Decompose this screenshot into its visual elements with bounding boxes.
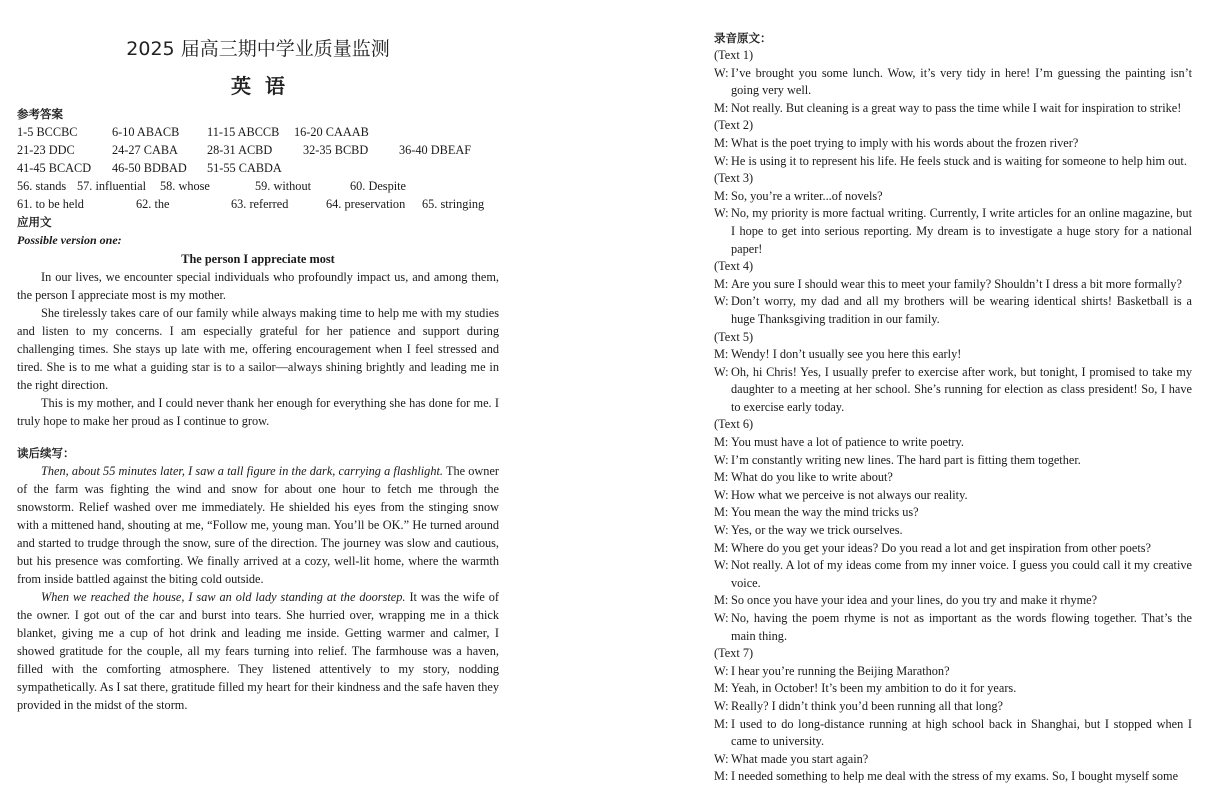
speaker-label: W: xyxy=(714,294,729,309)
transcript-utterance xyxy=(714,522,1192,540)
utterance-text: I’ve brought you some lunch. Wow, it’s very tidy in here! I’m guessing the painting isn’t going very well. xyxy=(731,65,1192,98)
transcript-text-label: (Text 7) xyxy=(714,646,754,661)
continuation-paragraph xyxy=(17,462,499,588)
right-column xyxy=(714,29,1192,786)
transcript-utterance xyxy=(714,153,1192,171)
utterance-text: You must have a lot of patience to write poetry. xyxy=(731,435,964,450)
left-column xyxy=(17,105,499,714)
paragraph-lead-sentence: When we reached the house, I saw an old lady standing at the doorstep. xyxy=(41,590,406,604)
answers-heading: 参考答案 xyxy=(17,107,63,121)
essay-title: The person I appreciate most xyxy=(181,252,335,266)
speaker-label: W: xyxy=(714,611,729,625)
utterance-text: How what we perceive is not always our reality. xyxy=(731,487,968,502)
speaker-label: W: xyxy=(714,523,729,538)
utterance-text: Don’t worry, my dad and all my brothers will be wearing identical shirts! Basketball is a huge Thanksgiving tradition in our family. xyxy=(731,294,1192,326)
speaker-label: M: xyxy=(714,470,729,485)
transcript-utterance xyxy=(714,540,1192,558)
transcript-utterance xyxy=(714,434,1192,452)
answer-item: 62. the xyxy=(136,197,170,211)
answer-row xyxy=(17,195,499,213)
speaker-label: W: xyxy=(714,698,729,713)
answer-item: 58. whose xyxy=(160,179,210,193)
speaker-label: M: xyxy=(714,100,729,115)
speaker-label: M: xyxy=(714,347,729,362)
answer-item: 16-20 CAAAB xyxy=(294,125,369,139)
utterance-text: So once you have your idea and your lines, do you try and make it rhyme? xyxy=(731,593,1098,608)
speaker-label: M: xyxy=(714,435,729,450)
transcript-utterance xyxy=(714,65,1192,100)
utterance-text: I used to do long-distance running at high school back in Shanghai, but I stopped when I came to university. xyxy=(731,716,1192,749)
transcript-utterance xyxy=(714,716,1192,751)
speaker-label: M: xyxy=(714,188,729,203)
answer-item: 11-15 ABCCB xyxy=(207,125,280,139)
utterance-text: I’m constantly writing new lines. The hard part is fitting them together. xyxy=(731,452,1081,467)
utterance-text: What made you start again? xyxy=(731,751,869,766)
answer-item: 51-55 CABDA xyxy=(207,161,282,175)
utterance-text: No, having the poem rhyme is not as important as the words flowing together. That’s the main thing. xyxy=(731,611,1192,643)
transcript-text-label: (Text 4) xyxy=(714,259,754,274)
transcript-utterance xyxy=(714,469,1192,487)
speaker-label: W: xyxy=(714,663,729,678)
answer-item: 60. Despite xyxy=(350,179,407,193)
transcript-text-label: (Text 2) xyxy=(714,118,754,133)
transcript-utterance xyxy=(714,751,1192,769)
transcript-text-label: (Text 6) xyxy=(714,417,754,432)
transcript-utterance xyxy=(714,592,1192,610)
utterance-text: Not really. A lot of my ideas come from my inner voice. I guess you could call it my creative voice. xyxy=(731,558,1192,590)
transcript-utterance xyxy=(714,663,1192,681)
answer-item: 21-23 DDC xyxy=(17,143,75,157)
utterance-text: He is using it to represent his life. He feels stuck and is waiting for someone to help him out. xyxy=(731,153,1187,168)
subject-title: 英语 xyxy=(231,74,299,98)
utterance-text: Yes, or the way we trick ourselves. xyxy=(731,523,903,538)
continuation-heading: 读后续写： xyxy=(17,446,75,460)
transcript-utterance xyxy=(714,487,1192,505)
speaker-label: M: xyxy=(714,135,729,150)
transcript-heading: 录音原文： xyxy=(714,31,772,45)
paragraph-lead-sentence: Then, about 55 minutes later, I saw a tall figure in the dark, carrying a flashlight. xyxy=(41,464,443,478)
answer-item: 65. stringing xyxy=(422,197,485,211)
transcript-lines xyxy=(714,47,1192,786)
continuation-paragraph xyxy=(17,588,499,714)
utterance-text: I needed something to help me deal with the stress of my exams. So, I bought myself some xyxy=(731,769,1179,784)
transcript-utterance xyxy=(714,698,1192,716)
speaker-label: W: xyxy=(714,65,729,80)
utterance-text: Are you sure I should wear this to meet your family? Shouldn’t I dress a bit more formally? xyxy=(731,276,1182,291)
answer-item: 56. stands xyxy=(17,179,67,193)
speaker-label: M: xyxy=(714,593,729,608)
speaker-label: M: xyxy=(714,505,729,520)
paragraph-body: The owner of the farm was fighting the wind and snow for about one hour to fetch me through the snowstorm. Relief washed over me immediately. He shielded his eyes from the stinging snow with a mittened hand, shouting at me, “Follow me, young man. You’ll be OK.” He turned around and started to trudge through the snow, sure of the direction. The journey was slow and cautious, but his presence was comforting. We finally arrived at a cozy, well-lit home, where the warmth from inside battled against the biting cold outside. xyxy=(17,464,499,586)
essay-paragraph: She tirelessly takes care of our family while always making time to help me with my studies and listen to my concerns. I am especially grateful for her patience and support during challenging times. She stays up late with me, offering encouragement when I feel stressed and tired. She is to me what a guiding star is to a sailor—always shining brightly and leading me in the right direction. xyxy=(17,306,499,392)
speaker-label: W: xyxy=(714,153,729,168)
utterance-text: Yeah, in October! It’s been my ambition to do it for years. xyxy=(731,681,1017,696)
answer-row xyxy=(17,159,499,177)
transcript-text-label: (Text 1) xyxy=(714,48,754,62)
paragraph-body: It was the wife of the owner. I got out of the car and burst into tears. She hurried over, wrapping me in a thick blanket, giving me a cup of hot drink and leading me inside. Getting warmer and calmer, I showed gratitude for the couple, all my fears turning into relief. The farmhouse was a haven, filled with the comforting atmosphere. They listened attentively to my story, nodding sympathetically. As I sat there, gratitude filled my heart for their kindness and the safe haven they provided in the midst of the storm. xyxy=(17,590,500,712)
speaker-label: W: xyxy=(714,751,729,766)
speaker-label: W: xyxy=(714,206,729,221)
answer-item: 63. referred xyxy=(231,197,289,211)
utterance-text: What do you like to write about? xyxy=(731,470,893,485)
speaker-label: W: xyxy=(714,452,729,467)
speaker-label: W: xyxy=(714,364,729,379)
answer-row xyxy=(17,123,499,141)
utterance-text: Where do you get your ideas? Do you read a lot and get inspiration from other poets? xyxy=(731,540,1152,555)
utterance-text: So, you’re a writer...of novels? xyxy=(731,188,883,203)
transcript-utterance xyxy=(714,293,1192,328)
transcript-utterance xyxy=(714,100,1192,118)
utterance-text: What is the poet trying to imply with his words about the frozen river? xyxy=(731,135,1079,150)
answer-item: 28-31 ACBD xyxy=(207,143,273,157)
speaker-label: M: xyxy=(714,540,729,555)
speaker-label: M: xyxy=(714,716,729,731)
answer-item: 36-40 DBEAF xyxy=(399,143,472,157)
transcript-utterance xyxy=(714,364,1192,417)
answer-row xyxy=(17,141,499,159)
answer-item: 41-45 BCACD xyxy=(17,161,92,175)
answer-item: 46-50 BDBAD xyxy=(112,161,187,175)
utterance-text: Oh, hi Chris! Yes, I usually prefer to exercise after work, but tonight, I promised to take my daughter to a meeting at her school. She’s running for election as class president! So, I have to exercise early today. xyxy=(731,364,1192,414)
utterance-text: You mean the way the mind tricks us? xyxy=(731,505,919,520)
transcript-utterance xyxy=(714,452,1192,470)
speaker-label: M: xyxy=(714,276,729,291)
utterance-text: No, my priority is more factual writing. Currently, I write articles for an online magazine, but I hope to get into serious reporting. My dream is to investigate a huge story for a national paper! xyxy=(731,206,1192,256)
answer-item: 59. without xyxy=(255,179,312,193)
utterance-text: I hear you’re running the Beijing Marathon? xyxy=(731,663,950,678)
answer-item: 32-35 BCBD xyxy=(303,143,369,157)
transcript-utterance xyxy=(714,768,1192,786)
transcript-utterance xyxy=(714,188,1192,206)
transcript-text-label: (Text 3) xyxy=(714,171,754,186)
version-label: Possible version one: xyxy=(17,233,122,247)
answer-item: 1-5 BCCBC xyxy=(17,125,78,139)
transcript-utterance xyxy=(714,346,1192,364)
transcript-utterance xyxy=(714,610,1192,645)
answer-key xyxy=(17,123,499,213)
transcript-utterance xyxy=(714,135,1192,153)
essay-paragraph: In our lives, we encounter special individuals who profoundly impact us, and among them, the person I appreciate most is my mother. xyxy=(17,270,499,302)
transcript-utterance xyxy=(714,205,1192,258)
answer-row xyxy=(17,177,499,195)
answer-item: 61. to be held xyxy=(17,197,84,211)
speaker-label: M: xyxy=(714,769,729,784)
speaker-label: M: xyxy=(714,681,729,696)
transcript-text-label: (Text 5) xyxy=(714,329,754,344)
applied-writing-heading: 应用文 xyxy=(17,215,52,229)
document-title: 2025 届高三期中学业质量监测 xyxy=(126,38,390,60)
answer-item: 24-27 CABA xyxy=(112,143,178,157)
answer-item: 6-10 ABACB xyxy=(112,125,180,139)
transcript-utterance xyxy=(714,504,1192,522)
transcript-utterance xyxy=(714,680,1192,698)
transcript-utterance xyxy=(714,276,1192,294)
transcript-utterance xyxy=(714,557,1192,592)
utterance-text: Wendy! I don’t usually see you here this early! xyxy=(731,347,962,362)
utterance-text: Not really. But cleaning is a great way to pass the time while I wait for inspiration to strike! xyxy=(731,100,1182,115)
speaker-label: W: xyxy=(714,487,729,502)
essay-paragraph: This is my mother, and I could never thank her enough for everything she has done for me. I truly hope to make her proud as I continue to grow. xyxy=(17,396,499,428)
speaker-label: W: xyxy=(714,558,729,573)
answer-item: 57. influential xyxy=(77,179,146,193)
answer-item: 64. preservation xyxy=(326,197,406,211)
utterance-text: Really? I didn’t think you’d been running all that long? xyxy=(731,698,1003,713)
